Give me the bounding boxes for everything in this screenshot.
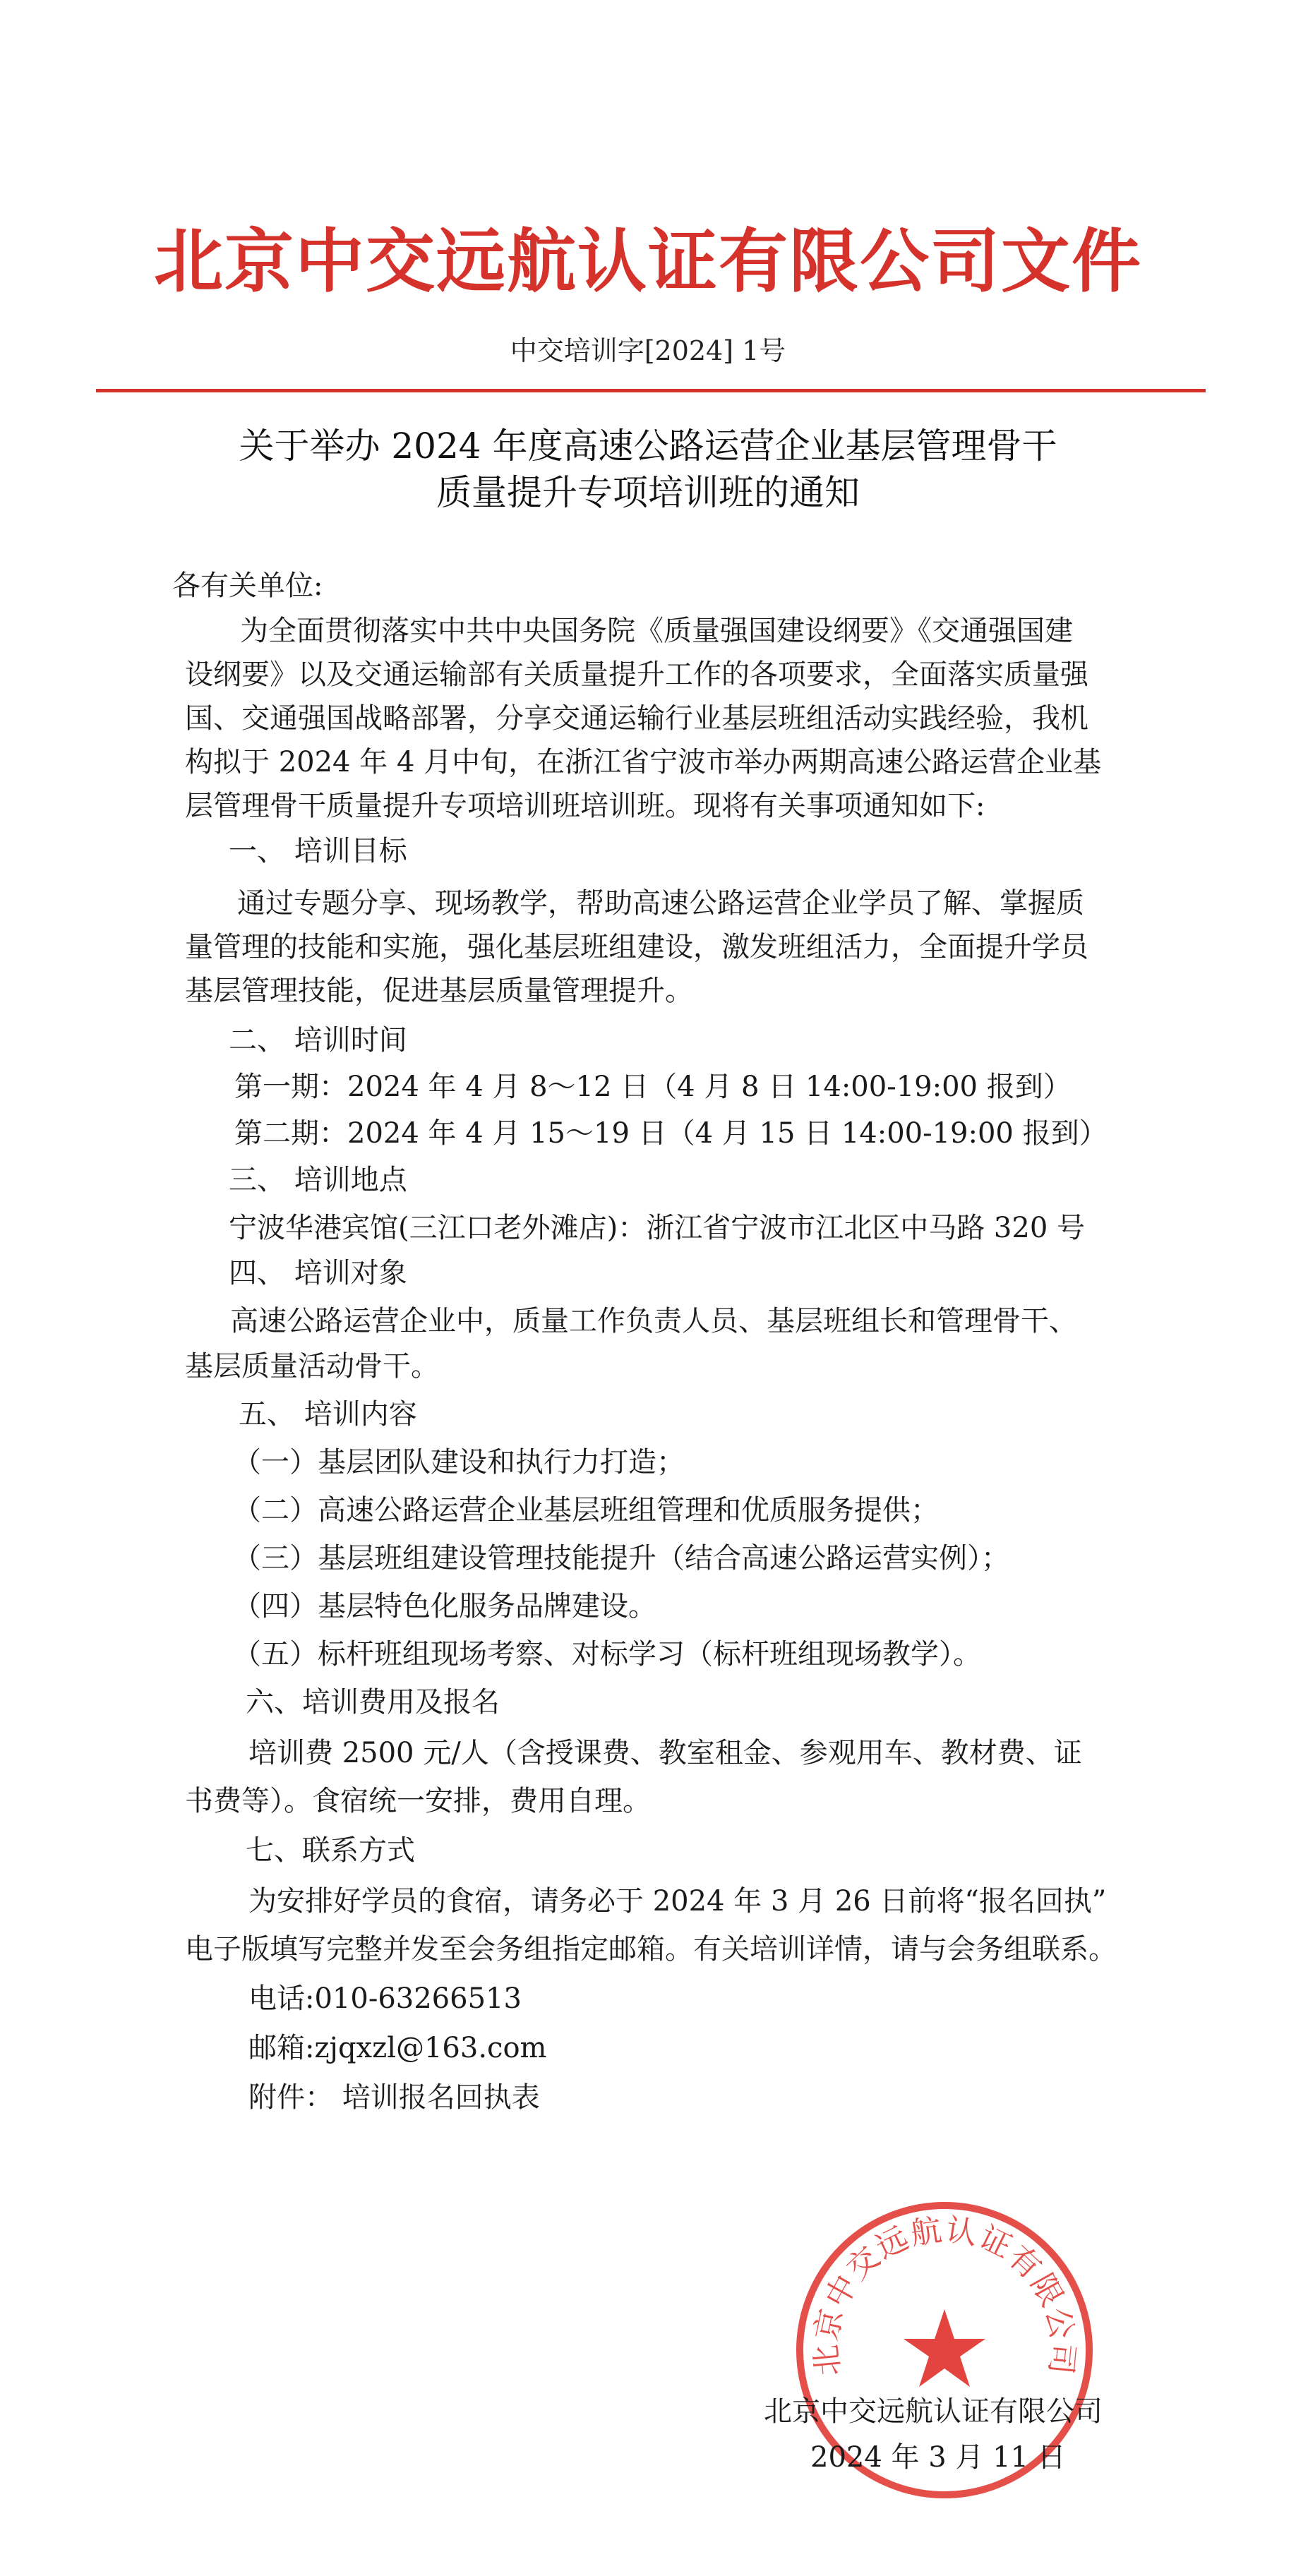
section-heading-4: 四、 培训对象 xyxy=(229,1257,407,1289)
signature-company: 北京中交远航认证有限公司 xyxy=(764,2395,1103,2428)
body-line: 电子版填写完整并发至会务组指定邮箱。有关培训详情，请与会务组联系。 xyxy=(185,1933,1117,1966)
content-item: （二）高速公路运营企业基层班组管理和优质服务提供； xyxy=(233,1494,939,1527)
section-heading-7: 七、联系方式 xyxy=(246,1834,415,1867)
body-line: 构拟于 2024 年 4 月中旬，在浙江省宁波市举办两期高速公路运营企业基 xyxy=(185,746,1102,778)
session-one-line: 第一期：2024 年 4 月 8～12 日（4 月 8 日 14:00-19:00 报到） xyxy=(234,1071,1072,1103)
body-line: 量管理的技能和实施，强化基层班组建设，激发班组活力，全面提升学员 xyxy=(185,931,1088,963)
body-line: 国、交通强国战略部署，分享交通运输行业基层班组活动实践经验，我机 xyxy=(185,702,1088,735)
salutation: 各有关单位: xyxy=(172,570,323,602)
body-line: 培训费 2500 元/人（含授课费、教室租金、参观用车、教材费、证 xyxy=(248,1737,1082,1769)
contact-phone: 电话:010-63266513 xyxy=(248,1982,522,2015)
body-line: 基层管理技能，促进基层质量管理提升。 xyxy=(185,975,693,1007)
red-divider xyxy=(96,389,1206,392)
content-item: （四）基层特色化服务品牌建设。 xyxy=(233,1590,656,1623)
content-item: （一）基层团队建设和执行力打造； xyxy=(233,1446,685,1479)
content-item: （五）标杆班组现场考察、对标学习（标杆班组现场教学）。 xyxy=(233,1638,981,1671)
section-heading-6: 六、培训费用及报名 xyxy=(246,1686,500,1719)
document-number: 中交培训字[2024] 1号 xyxy=(510,335,786,366)
section-heading-3: 三、 培训地点 xyxy=(229,1164,407,1196)
section-heading-1: 一、 培训目标 xyxy=(229,835,407,867)
contact-email: 邮箱:zjqxzl@163.com xyxy=(248,2032,547,2064)
seal-star-icon xyxy=(904,2309,985,2387)
body-line: 设纲要》以及交通运输部有关质量提升工作的各项要求，全面落实质量强 xyxy=(185,658,1088,691)
section-heading-5: 五、 培训内容 xyxy=(239,1398,417,1431)
session-two-line: 第二期：2024 年 4 月 15～19 日（4 月 15 日 14:00-19:00 报到） xyxy=(234,1117,1108,1150)
content-item: （三）基层班组建设管理技能提升（结合高速公路运营实例）； xyxy=(233,1542,1009,1575)
body-line: 书费等）。食宿统一安排，费用自理。 xyxy=(185,1785,651,1817)
seal-text: 北京中交远航认证有限公司 xyxy=(808,2212,1081,2378)
document-header-title: 北京中交远航认证有限公司文件 xyxy=(153,222,1142,302)
section-heading-2: 二、 培训时间 xyxy=(229,1024,407,1057)
body-line: 为安排好学员的食宿，请务必于 2024 年 3 月 26 日前将“报名回执” xyxy=(248,1885,1107,1918)
notice-title-line-2: 质量提升专项培训班的通知 xyxy=(436,472,860,513)
signature-date: 2024 年 3 月 11 日 xyxy=(810,2441,1066,2474)
venue-line: 宁波华港宾馆(三江口老外滩店)：浙江省宁波市江北区中马路 320 号 xyxy=(229,1212,1085,1244)
body-line: 高速公路运营企业中，质量工作负责人员、基层班组长和管理骨干、 xyxy=(230,1305,1077,1337)
body-line: 通过专题分享、现场教学，帮助高速公路运营企业学员了解、掌握质 xyxy=(237,887,1084,920)
body-line: 基层质量活动骨干。 xyxy=(185,1350,439,1383)
body-line: 为全面贯彻落实中共中央国务院《质量强国建设纲要》《交通强国建 xyxy=(240,615,1073,647)
body-line: 层管理骨干质量提升专项培训班培训班。现将有关事项通知如下: xyxy=(185,790,985,822)
notice-title-line-1: 关于举办 2024 年度高速公路运营企业基层管理骨干 xyxy=(239,426,1057,467)
attachment-line: 附件： 培训报名回执表 xyxy=(248,2081,540,2114)
